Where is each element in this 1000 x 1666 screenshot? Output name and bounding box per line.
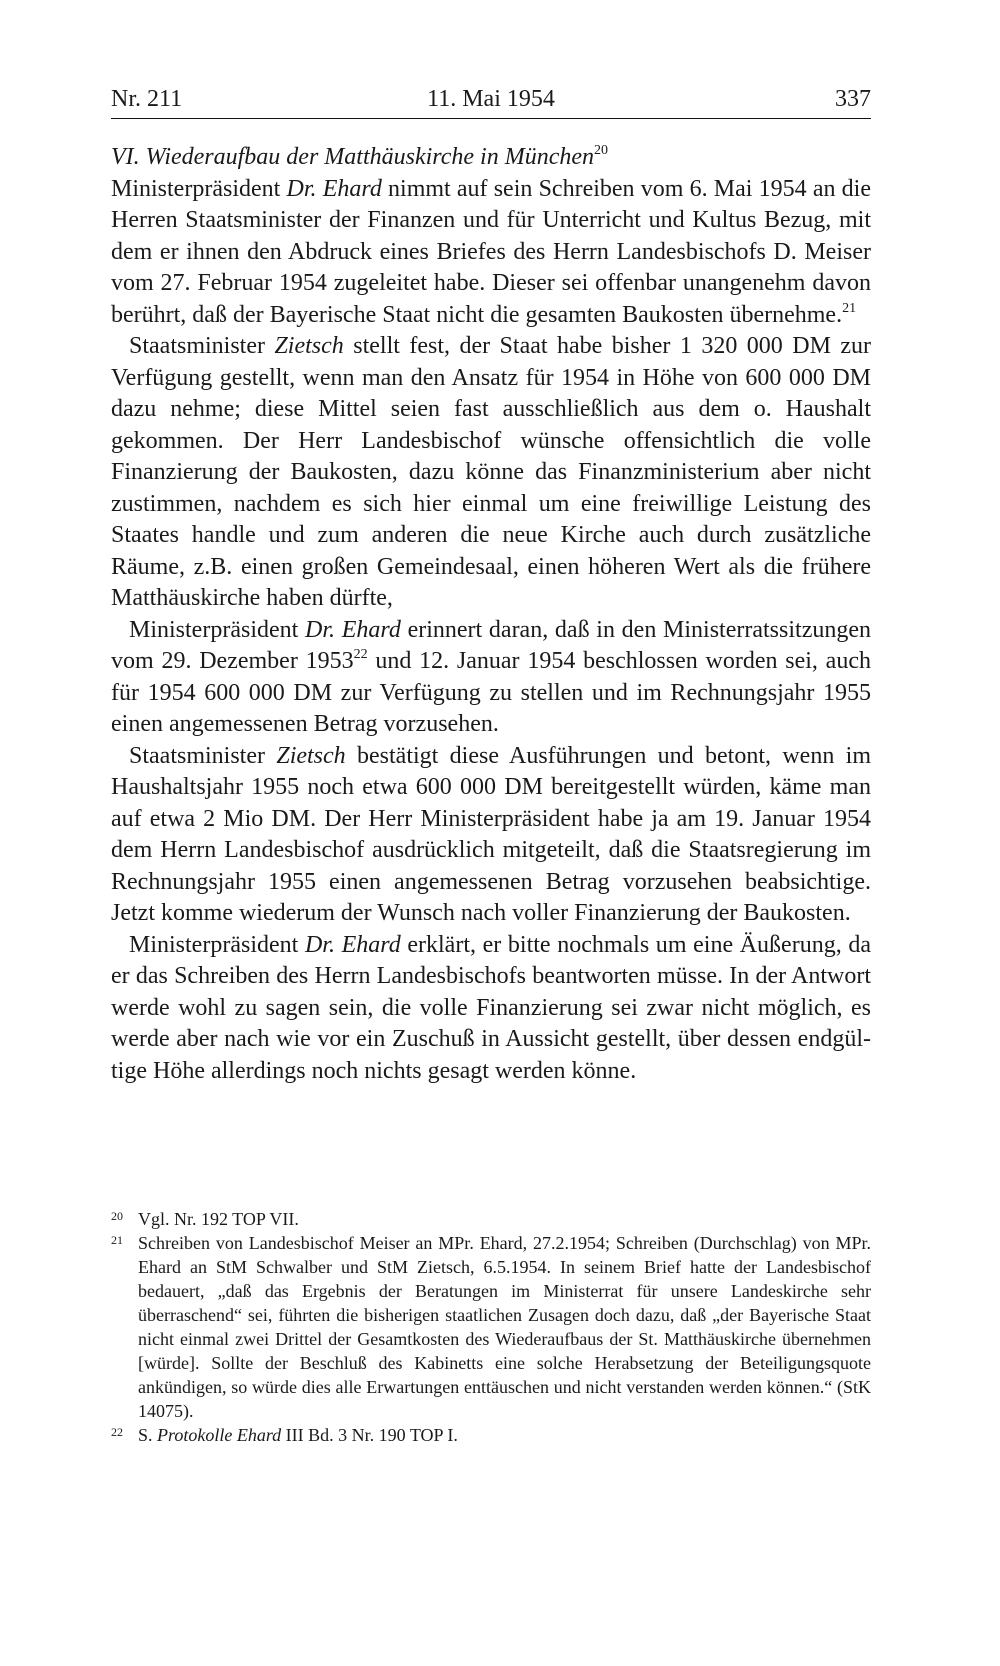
- paragraph-2: [111, 331, 871, 615]
- session-date: 11. Mai 1954: [427, 86, 555, 112]
- speaker-title: Staatsminister: [129, 742, 277, 769]
- section-heading: [111, 142, 871, 174]
- footnote-22: [111, 1423, 871, 1447]
- paragraph-text: erinnert daran, daß in den Ministerratssitzungen vom 29. Dezember 1953: [111, 616, 871, 674]
- footnote-number: 20: [111, 1209, 123, 1223]
- speaker-title: Ministerpräsident: [111, 175, 287, 202]
- speaker-title: Ministerpräsident: [129, 931, 305, 958]
- speaker-name: Zietsch: [276, 742, 346, 769]
- paragraph-text-continued: und 12. Januar 1954 beschlossen worden sei, auch für 1954 600 000 DM zur Verfügung zu stellen und im Rechnungsjahr 1955 einen angemessenen Betrag vorzusehen.: [111, 648, 871, 737]
- paragraph-text: bestätigt diese Ausführungen und betont, wenn im Haushaltsjahr 1955 noch etwa 600 000 DM bereitgestellt würden, käme man auf etwa 2 Mio DM. Der Herr Ministerpräsident habe ja am 19. Januar 1954 dem Herrn Landesbischof ausdrücklich mitgeteilt, daß die Staatsregierung im Rechnungsjahr 1955 einen angemessenen Betrag vorzusehen beabsichtige. Jetzt komme wiederum der Wunsch nach voller Finanzierung der Baukosten.: [111, 742, 872, 926]
- speaker-name: Zietsch: [274, 333, 344, 359]
- page-number: 337: [835, 86, 871, 112]
- footnote-20: [111, 1207, 871, 1231]
- footnote-21: [111, 1231, 871, 1423]
- section-title-text: VI. Wiederaufbau der Matthäuskirche in München: [111, 144, 594, 170]
- paragraph-5: [111, 930, 871, 1088]
- speaker-title: Staatsminister: [129, 333, 275, 359]
- footnote-source-title: Protokolle Ehard: [157, 1425, 282, 1445]
- footnote-text-continued: III Bd. 3 Nr. 190 TOP I.: [281, 1425, 458, 1445]
- speaker-name: Dr. Ehard: [304, 931, 401, 958]
- main-text: [111, 142, 871, 1087]
- footnote-number: 22: [111, 1425, 123, 1439]
- footnote-text: Vgl. Nr. 192 TOP VII.: [138, 1209, 299, 1229]
- paragraph-text: nimmt auf sein Schreiben vom 6. Mai 1954 an die Herren Staatsminister der Finanzen und für Unterricht und Kultus Bezug, mit dem er ihnen den Abdruck eines Briefes des Herrn Landesbischofs D. Meiser vom 27. Februar 1954 zugeleitet habe. Dieser sei offenbar unangenehm davon berührt, daß der Bayerische Staat nicht die gesamten Baukosten übernehme.: [111, 175, 871, 328]
- footnote-text: Schreiben von Landesbischof Meiser an MPr. Ehard, 27.2.1954; Schreiben (Durchschlag) von MPr. Ehard an StM Schwalber und StM Zietsch, 6.5.1954. In seinem Brief hatte der Landesbischof bedauert, „daß das Ergebnis der Beratungen im Ministerrat für unsere Landeskirche sehr überraschend“ sei, führten die bisherigen staatlichen Zusagen doch dazu, daß „der Bayerische Staat nicht einmal zwei Drittel der Gesamtkosten des Wiederaufbaus der St. Matthäuskirche übernehmen [würde]. Sollte der Beschluß des Kabinetts eine solche Herabsetzung der Beteiligungsquote ankündigen, so würde dies alle Erwartungen enttäuschen und nicht verstanden werden können.“ (StK 14075).: [138, 1233, 871, 1421]
- paragraph-3: [111, 615, 871, 741]
- paragraph-text: erklärt, er bitte nochmals um eine Äußerung, da er das Schreiben des Herrn Landesbischofs beantworten müsse. In der Antwort werde wohl zu sagen sein, die volle Finanzierung sei zwar nicht möglich, es werde aber nach wie vor ein Zuschuß in Aussicht gestellt, über dessen endgültige Höhe allerdings noch nichts gesagt werden könne.: [111, 931, 871, 1084]
- paragraph-4: [111, 741, 871, 930]
- footnote-number: 21: [111, 1233, 123, 1247]
- document-number: Nr. 211: [111, 86, 183, 112]
- footnotes: [111, 1207, 871, 1447]
- footnote-ref-22[interactable]: 22: [353, 647, 368, 662]
- speaker-title: Ministerpräsident: [129, 616, 306, 643]
- footnote-ref-20[interactable]: 20: [594, 143, 608, 158]
- speaker-name: Dr. Ehard: [286, 175, 382, 202]
- footnote-text: S.: [138, 1425, 158, 1445]
- footnote-ref-21[interactable]: 21: [842, 300, 857, 316]
- speaker-name: Dr. Ehard: [305, 616, 401, 643]
- paragraph-text: stellt fest, der Staat habe bisher 1 320 000 DM zur Verfügung gestellt, wenn man den Ansatz für 1954 in Höhe von 600 000 DM dazu nehme; diese Mittel seien fast ausschließlich aus dem o. Haushalt gekommen. Der Herr Landesbischof wünsche offensichtlich die volle Finanzierung der Baukosten, dazu könne das Finanzministerium aber nicht zustimmen, nachdem es sich hier einmal um eine freiwillige Leistung des Staates handle und zum anderen die neue Kirche auch durch zusätzliche Räume, z.B. einen großen Gemeindesaal, einen höheren Wert als die frühere Matthäuskirche haben dürfte,: [111, 333, 872, 611]
- running-head: [111, 84, 871, 119]
- paragraph-1: [111, 174, 871, 332]
